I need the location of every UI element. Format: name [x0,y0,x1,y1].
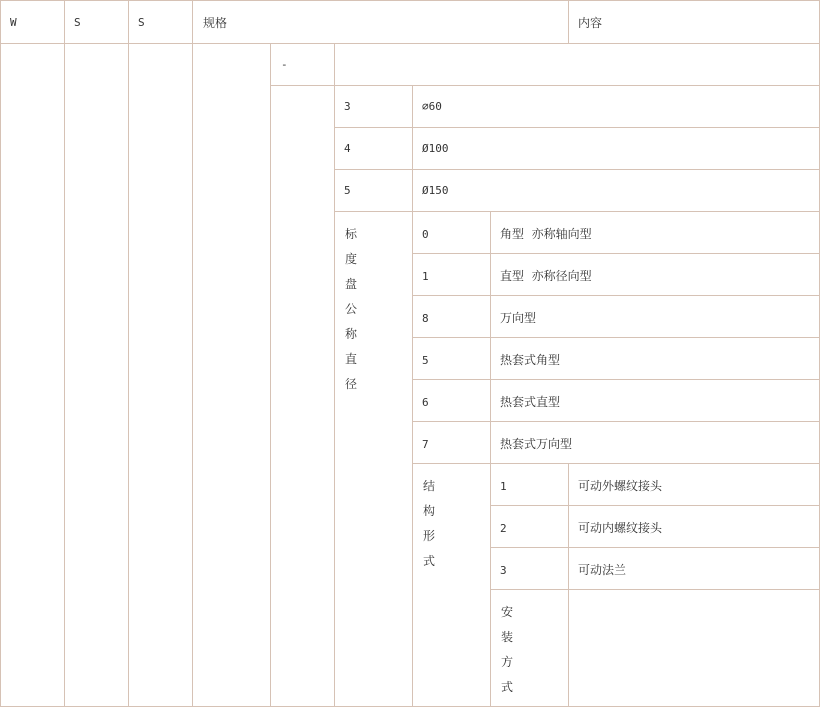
structure-code: 2 [500,522,507,535]
type-code: 6 [422,396,429,409]
size-code: 3 [344,100,351,113]
header-s-1: S [74,16,81,29]
header-w: W [10,16,17,29]
size-code: 4 [344,142,351,155]
header-s-2: S [138,16,145,29]
type-code: 7 [422,438,429,451]
type-code: 1 [422,270,429,283]
structure-form-label: 结构形式 [422,479,435,568]
size-value: Ø100 [422,142,449,155]
type-label: 热套式直型 [500,395,561,409]
structure-code: 3 [500,564,507,577]
header-content: 内容 [578,16,603,30]
install-method-label: 安装方式 [500,605,513,694]
size-value: ⌀60 [422,100,442,113]
type-label: 热套式角型 [500,353,561,367]
type-code: 5 [422,354,429,367]
structure-label: 可动内螺纹接头 [578,521,663,535]
type-label: 热套式万向型 [500,437,573,451]
structure-label: 可动外螺纹接头 [578,479,663,493]
type-code: 8 [422,312,429,325]
header-spec: 规格 [203,16,228,30]
type-label: 直型 亦称径向型 [500,269,592,283]
size-value: Ø150 [422,184,449,197]
dial-diameter-label: 标度盘公称直径 [344,227,357,391]
type-code: 0 [422,228,429,241]
type-label: 万向型 [500,311,537,325]
structure-label: 可动法兰 [578,563,627,577]
structure-code: 1 [500,480,507,493]
size-code: 5 [344,184,351,197]
type-label: 角型 亦称轴向型 [500,227,592,241]
separator-dash: - [281,58,288,71]
